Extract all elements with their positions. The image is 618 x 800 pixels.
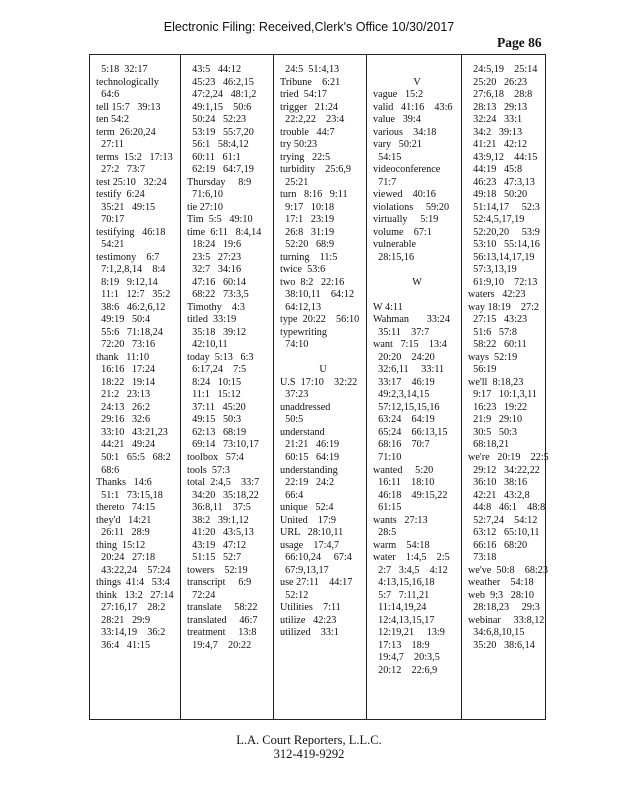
index-entry: 46:18 49:15,22 <box>373 489 448 501</box>
index-entry: 51:15 52:7 <box>187 552 242 564</box>
index-entry: 47:16 60:14 <box>187 276 247 288</box>
index-entry: 35:20 38:6,14 <box>468 639 535 651</box>
index-entry: 27:16,17 28:2 <box>96 602 166 614</box>
index-entry: 32:7 34:16 <box>187 264 242 276</box>
index-entry: vary 50:21 <box>373 139 422 151</box>
index-entry: 2:7 3:4,5 4:12 <box>373 564 448 576</box>
index-entry: utilize 42:23 <box>280 614 337 626</box>
index-entry: 21:9 29:10 <box>468 414 523 426</box>
filing-stamp: Electronic Filing: Received,Clerk's Office 10/30/2017 <box>163 20 455 34</box>
index-entry: 64:6 <box>96 89 120 101</box>
index-entry: try 50:23 <box>280 139 318 151</box>
index-entry: 62:13 68:19 <box>187 426 247 438</box>
index-entry: transcript 6:9 <box>187 577 252 589</box>
index-entry: Timothy 4:3 <box>187 301 245 313</box>
index-entry: various 34:18 <box>373 126 437 138</box>
index-entry: 43:5 44:12 <box>187 64 242 75</box>
index-entry: 36:10 38:16 <box>468 477 528 489</box>
index-entry: 50:1 65:5 68:2 <box>96 451 171 463</box>
index-entry: way 18:19 27:2 <box>468 301 540 313</box>
index-entry: United 17:9 <box>280 514 337 526</box>
index-entry: 45:23 46:2,15 <box>187 76 254 88</box>
index-entry: 8:19 9:12,14 <box>96 276 158 288</box>
index-section-letter: W <box>412 276 422 288</box>
index-entry: translated 46:7 <box>187 614 258 626</box>
index-entry: trouble 44:7 <box>280 126 335 138</box>
index-entry: type 20:22 56:10 <box>280 314 360 326</box>
index-entry: 49:2,3,14,15 <box>373 389 430 401</box>
index-entry: 23:5 27:23 <box>187 251 242 263</box>
index-entry: trying 22:5 <box>280 151 331 163</box>
index-entry: titled 33:19 <box>187 314 237 326</box>
index-entry: 36:8,11 37:5 <box>187 502 251 514</box>
index-entry: tell 15:7 39:13 <box>96 101 161 113</box>
index-entry: Utilities 7:11 <box>280 602 341 614</box>
index-entry: today 5:13 6:3 <box>187 351 254 363</box>
index-entry: wants 27:13 <box>373 514 428 526</box>
index-entry: ways 52:19 <box>468 351 518 363</box>
index-entry: towers 52:19 <box>187 564 248 576</box>
index-entry: 60:11 61:1 <box>187 151 241 163</box>
index-entry: 6:17,24 7:5 <box>187 364 247 376</box>
index-entry: 65:24 66:13,15 <box>373 426 448 438</box>
index-entry: 16:16 17:24 <box>96 364 156 376</box>
index-section-letter: V <box>413 76 421 88</box>
index-entry: things 41:4 53:4 <box>96 577 170 589</box>
index-entry: unique 52:4 <box>280 502 334 514</box>
index-entry: 58:22 60:11 <box>468 339 527 351</box>
index-entry: 19:4,7 20:3,5 <box>373 652 440 664</box>
index-entry: 49:15 50:3 <box>187 414 242 426</box>
index-entry: tie 27:10 <box>187 201 223 213</box>
index-section-letter: U <box>319 364 327 376</box>
index-entry: 41:20 43:5,13 <box>187 527 254 539</box>
index-entry: 72:20 73:16 <box>96 339 156 351</box>
index-entry: tools 57:3 <box>187 464 231 476</box>
index-entry: thereto 74:15 <box>96 502 156 514</box>
index-entry: 11:14,19,24 <box>373 602 427 614</box>
index-entry: 34:20 35:18,22 <box>187 489 259 501</box>
index-entry: 70:17 <box>96 214 125 226</box>
index-entry: 56:13,14,17,19 <box>468 251 535 263</box>
index-entry: 61:9,10 72:13 <box>468 276 538 288</box>
index-column-1 <box>90 55 181 719</box>
index-entry: valid 41:16 43:6 <box>373 101 453 113</box>
index-entry: 25:21 <box>280 176 309 188</box>
index-entry: 44:21 49:24 <box>96 439 156 451</box>
index-entry: 41:21 42:12 <box>468 139 528 151</box>
index-entry: 55:6 71:18,24 <box>96 326 163 338</box>
index-entry: 60:15 64:19 <box>280 451 340 463</box>
index-entry: 28:13 29:13 <box>468 101 528 113</box>
index-entry: 56:19 <box>468 364 497 376</box>
index-entry: 18:24 19:6 <box>187 239 242 251</box>
index-entry: 71:6,10 <box>187 189 223 201</box>
index-entry: 33:17 46:19 <box>373 376 435 388</box>
index-entry: unaddressed <box>280 401 331 413</box>
index-entry: 38:10,11 64:12 <box>280 289 355 301</box>
index-entry: 66:10,24 67:4 <box>280 552 352 564</box>
index-entry: 28:21 29:9 <box>96 614 151 626</box>
index-entry: 52:4,5,17,19 <box>468 214 525 226</box>
index-entry: 33:14,19 36:2 <box>96 627 166 639</box>
index-blank-line <box>280 352 366 365</box>
index-entry: viewed 40:16 <box>373 189 436 201</box>
index-entry: typewriting <box>280 326 327 338</box>
index-entry: 62:19 64:7,19 <box>187 164 254 176</box>
page-number: Page 86 <box>497 35 542 50</box>
index-entry: we'll 8:18,23 <box>468 376 524 388</box>
index-entry: 5:18 32:17 <box>96 64 148 75</box>
index-entry: 57:12,15,15,16 <box>373 401 440 413</box>
index-entry: 43:22,24 57:24 <box>96 564 171 576</box>
index-entry: 68:18,21 <box>468 439 510 451</box>
index-entry: 22:19 24:2 <box>280 477 335 489</box>
index-entry: terms 15:2 17:13 <box>96 151 173 163</box>
index-entry: thank 11:10 <box>96 351 150 363</box>
index-entry: 25:20 26:23 <box>468 76 528 88</box>
index-entry: 57:3,13,19 <box>468 264 517 276</box>
index-entry: 17:1 23:19 <box>280 214 335 226</box>
index-entry: 26:11 28:9 <box>96 527 150 539</box>
index-entry: time 6:11 8:4,14 <box>187 226 262 238</box>
index-entry: we're 20:19 22:5 <box>468 451 549 463</box>
index-entry: webinar 33:8,12 <box>468 614 545 626</box>
index-entry: 54:15 <box>373 151 402 163</box>
index-entry: 53:10 55:14,16 <box>468 239 540 251</box>
index-entry: understanding <box>280 464 338 476</box>
index-entry: turbidity 25:6,9 <box>280 164 352 176</box>
index-entry: 44:19 45:8 <box>468 164 523 176</box>
index-entry: think 13:2 27:14 <box>96 589 174 601</box>
index-entry: term 26:20,24 <box>96 126 156 138</box>
index-entry: 27:2 73:7 <box>96 164 145 176</box>
index-blank-line <box>373 264 461 277</box>
index-entry: virtually 5:19 <box>373 214 439 226</box>
index-entry: volume 67:1 <box>373 226 432 238</box>
index-entry: 5:7 7:11,21 <box>373 589 430 601</box>
index-entry: 16:11 18:10 <box>373 477 435 489</box>
index-entry: 11:1 15:12 <box>187 389 241 401</box>
index-entry: 7:1,2,8,14 8:4 <box>96 264 166 276</box>
index-entry: we've 50:8 68:23 <box>468 564 548 576</box>
index-entry: trigger 21:24 <box>280 101 339 113</box>
index-entry: translate 58:22 <box>187 602 258 614</box>
index-entry: toolbox 57:4 <box>187 451 244 463</box>
index-entry: 71:10 <box>373 451 402 463</box>
index-entry: 51:14,17 52:3 <box>468 201 540 213</box>
index-entry: 35:21 49:15 <box>96 201 156 213</box>
court-reporter-name: L.A. Court Reporters, L.L.C. <box>236 733 382 747</box>
index-entry: 27:6,18 28:8 <box>468 89 533 101</box>
index-entry: 67:9,13,17 <box>280 564 329 576</box>
index-entry: want 7:15 13:4 <box>373 339 447 351</box>
index-entry: 20:20 24:20 <box>373 351 435 363</box>
index-entry: 22:2,22 23:4 <box>280 114 345 126</box>
index-entry: 69:14 73:10,17 <box>187 439 259 451</box>
index-entry: warm 54:18 <box>373 539 430 551</box>
index-entry: utilized 33:1 <box>280 627 339 639</box>
index-entry: tried 54:17 <box>280 89 327 101</box>
index-entry: 50:24 52:23 <box>187 114 247 126</box>
index-entry: 28:15,16 <box>373 251 415 263</box>
index-entry: Tribune 6:21 <box>280 76 341 88</box>
index-entry: 68:6 <box>96 464 120 476</box>
index-entry: 32:6,11 33:11 <box>373 364 445 376</box>
index-entry: 49:1,15 50:6 <box>187 101 252 113</box>
index-entry: 29:12 34:22,22 <box>468 464 540 476</box>
index-entry: wanted 5:20 <box>373 464 434 476</box>
index-entry: 34:2 39:13 <box>468 126 523 138</box>
index-entry: 28:5 <box>373 527 397 539</box>
index-entry: 71:7 <box>373 176 397 188</box>
index-entry: test 25:10 32:24 <box>96 176 167 188</box>
index-entry: 43:19 47:12 <box>187 539 247 551</box>
index-entry: use 27:11 44:17 <box>280 577 353 589</box>
index-entry: 35:18 39:12 <box>187 326 247 338</box>
index-blank-line <box>373 289 461 302</box>
index-column-4 <box>367 55 462 719</box>
index-entry: 38:2 39:1,12 <box>187 514 249 526</box>
index-entry: 73:18 <box>468 552 497 564</box>
index-entry: total 2:4,5 33:7 <box>187 477 260 489</box>
index-blank-line <box>373 64 461 77</box>
index-entry: Thursday 8:9 <box>187 176 252 188</box>
index-entry: 51:1 73:15,18 <box>96 489 163 501</box>
index-entry: testify 6:24 <box>96 189 145 201</box>
index-entry: W 4:11 <box>373 301 403 313</box>
index-entry: 43:9,12 44:15 <box>468 151 538 163</box>
index-entry: 37:11 45:20 <box>187 401 246 413</box>
index-entry: weather 54:18 <box>468 577 534 589</box>
index-entry: 42:10,11 <box>187 339 228 351</box>
index-entry: waters 42:23 <box>468 289 526 301</box>
index-entry: 19:4,7 20:22 <box>187 639 252 651</box>
index-entry: 17:13 18:9 <box>373 639 430 651</box>
index-entry: treatment 13:8 <box>187 627 257 639</box>
index-entry: usage 17:4,7 <box>280 539 340 551</box>
index-entry: 66:16 68:20 <box>468 539 528 551</box>
index-entry: 20:24 27:18 <box>96 552 156 564</box>
index-entry: Thanks 14:6 <box>96 477 152 489</box>
index-entry: 34:6,8,10,15 <box>468 627 525 639</box>
index-entry: 27:11 <box>96 139 124 151</box>
index-entry: twice 53:6 <box>280 264 326 276</box>
index-entry: 16:23 19:22 <box>468 401 528 413</box>
court-reporter-phone: 312-419-9292 <box>273 747 345 761</box>
index-entry: 52:20,20 53:9 <box>468 226 540 238</box>
index-entry: 9:17 10:18 <box>280 201 335 213</box>
index-entry: 38:6 46:2,6,12 <box>96 301 166 313</box>
index-entry: turning 11:5 <box>280 251 338 263</box>
index-entry: 50:5 <box>280 414 304 426</box>
index-entry: 68:22 73:3,5 <box>187 289 249 301</box>
index-entry: 20:12 22:6,9 <box>373 664 438 676</box>
index-entry: ten 54:2 <box>96 114 130 126</box>
index-entry: 8:24 10:15 <box>187 376 242 388</box>
word-index-table <box>89 54 549 720</box>
index-column-2 <box>181 55 274 719</box>
index-entry: 30:5 50:3 <box>468 426 517 438</box>
index-entry: U.S 17:10 32:22 <box>280 376 358 388</box>
index-entry: 66:4 <box>280 489 304 501</box>
index-entry: two 8:2 22:16 <box>280 276 345 288</box>
index-entry: 24:5 51:4,13 <box>280 64 340 75</box>
index-entry: 33:10 43:21,23 <box>96 426 168 438</box>
index-entry: 54:21 <box>96 239 125 251</box>
index-entry: 68:16 70:7 <box>373 439 430 451</box>
index-entry: 36:4 41:15 <box>96 639 151 651</box>
index-entry: URL 28:10,11 <box>280 527 344 539</box>
index-entry: 21:2 23:13 <box>96 389 151 401</box>
index-entry: 32:24 33:1 <box>468 114 523 126</box>
index-entry: videoconference <box>373 164 441 176</box>
index-entry: 61:15 <box>373 502 402 514</box>
index-column-5 <box>462 55 547 719</box>
index-entry: 12:4,13,15,17 <box>373 614 435 626</box>
index-entry: 56:1 58:4,12 <box>187 139 249 151</box>
index-entry: 24:5,19 25:14 <box>468 64 538 75</box>
index-entry: 11:1 12:7 35:2 <box>96 289 171 301</box>
index-entry: violations 59:20 <box>373 201 450 213</box>
index-entry: 53:19 55:7,20 <box>187 126 254 138</box>
index-entry: 9:17 10:1,3,11 <box>468 389 537 401</box>
index-entry: Tim 5:5 49:10 <box>187 214 253 226</box>
index-entry: 52:12 <box>280 589 309 601</box>
index-entry: 37:23 <box>280 389 309 401</box>
index-entry: 4:13,15,16,18 <box>373 577 435 589</box>
index-entry: 49:18 50:20 <box>468 189 528 201</box>
index-entry: 12:19,21 13:9 <box>373 627 445 639</box>
index-entry: testimony 6:7 <box>96 251 160 263</box>
index-entry: water 1:4,5 2:5 <box>373 552 450 564</box>
index-entry: turn 8:16 9:11 <box>280 189 348 201</box>
index-entry: 28:18,23 29:3 <box>468 602 540 614</box>
index-entry: 24:13 26:2 <box>96 401 151 413</box>
index-entry: 64:12,13 <box>280 301 322 313</box>
index-entry: understand <box>280 426 325 438</box>
index-entry: 74:10 <box>280 339 309 351</box>
index-entry: 51:6 57:8 <box>468 326 517 338</box>
index-entry: 42:21 43:2,8 <box>468 489 530 501</box>
index-entry: 26:8 31:19 <box>280 226 335 238</box>
index-entry: 46:23 47:3,13 <box>468 176 535 188</box>
index-entry: 63:24 64:19 <box>373 414 435 426</box>
index-column-3 <box>274 55 367 719</box>
index-entry: 72:24 <box>187 589 216 601</box>
index-entry: 21:21 46:19 <box>280 439 340 451</box>
index-entry: 18:22 19:14 <box>96 376 156 388</box>
index-entry: testifying 46:18 <box>96 226 166 238</box>
index-entry: thing 15:12 <box>96 539 146 551</box>
index-entry: 52:7,24 54:12 <box>468 514 538 526</box>
index-entry: they'd 14:21 <box>96 514 152 526</box>
index-entry: vague 15:2 <box>373 89 424 101</box>
index-entry: 29:16 32:6 <box>96 414 151 426</box>
index-entry: 63:12 65:10,11 <box>468 527 540 539</box>
index-entry: technologically <box>96 76 159 88</box>
index-entry: 52:20 68:9 <box>280 239 335 251</box>
index-entry: 49:19 50:4 <box>96 314 151 326</box>
index-entry: 35:11 37:7 <box>373 326 430 338</box>
index-entry: 44:8 46:1 48:8 <box>468 502 546 514</box>
index-entry: 47:2,24 48:1,2 <box>187 89 257 101</box>
index-entry: Wahman 33:24 <box>373 314 450 326</box>
index-entry: vulnerable <box>373 239 416 251</box>
index-entry: web 9:3 28:10 <box>468 589 534 601</box>
index-entry: value 39:4 <box>373 114 421 126</box>
index-entry: 27:15 43:23 <box>468 314 528 326</box>
